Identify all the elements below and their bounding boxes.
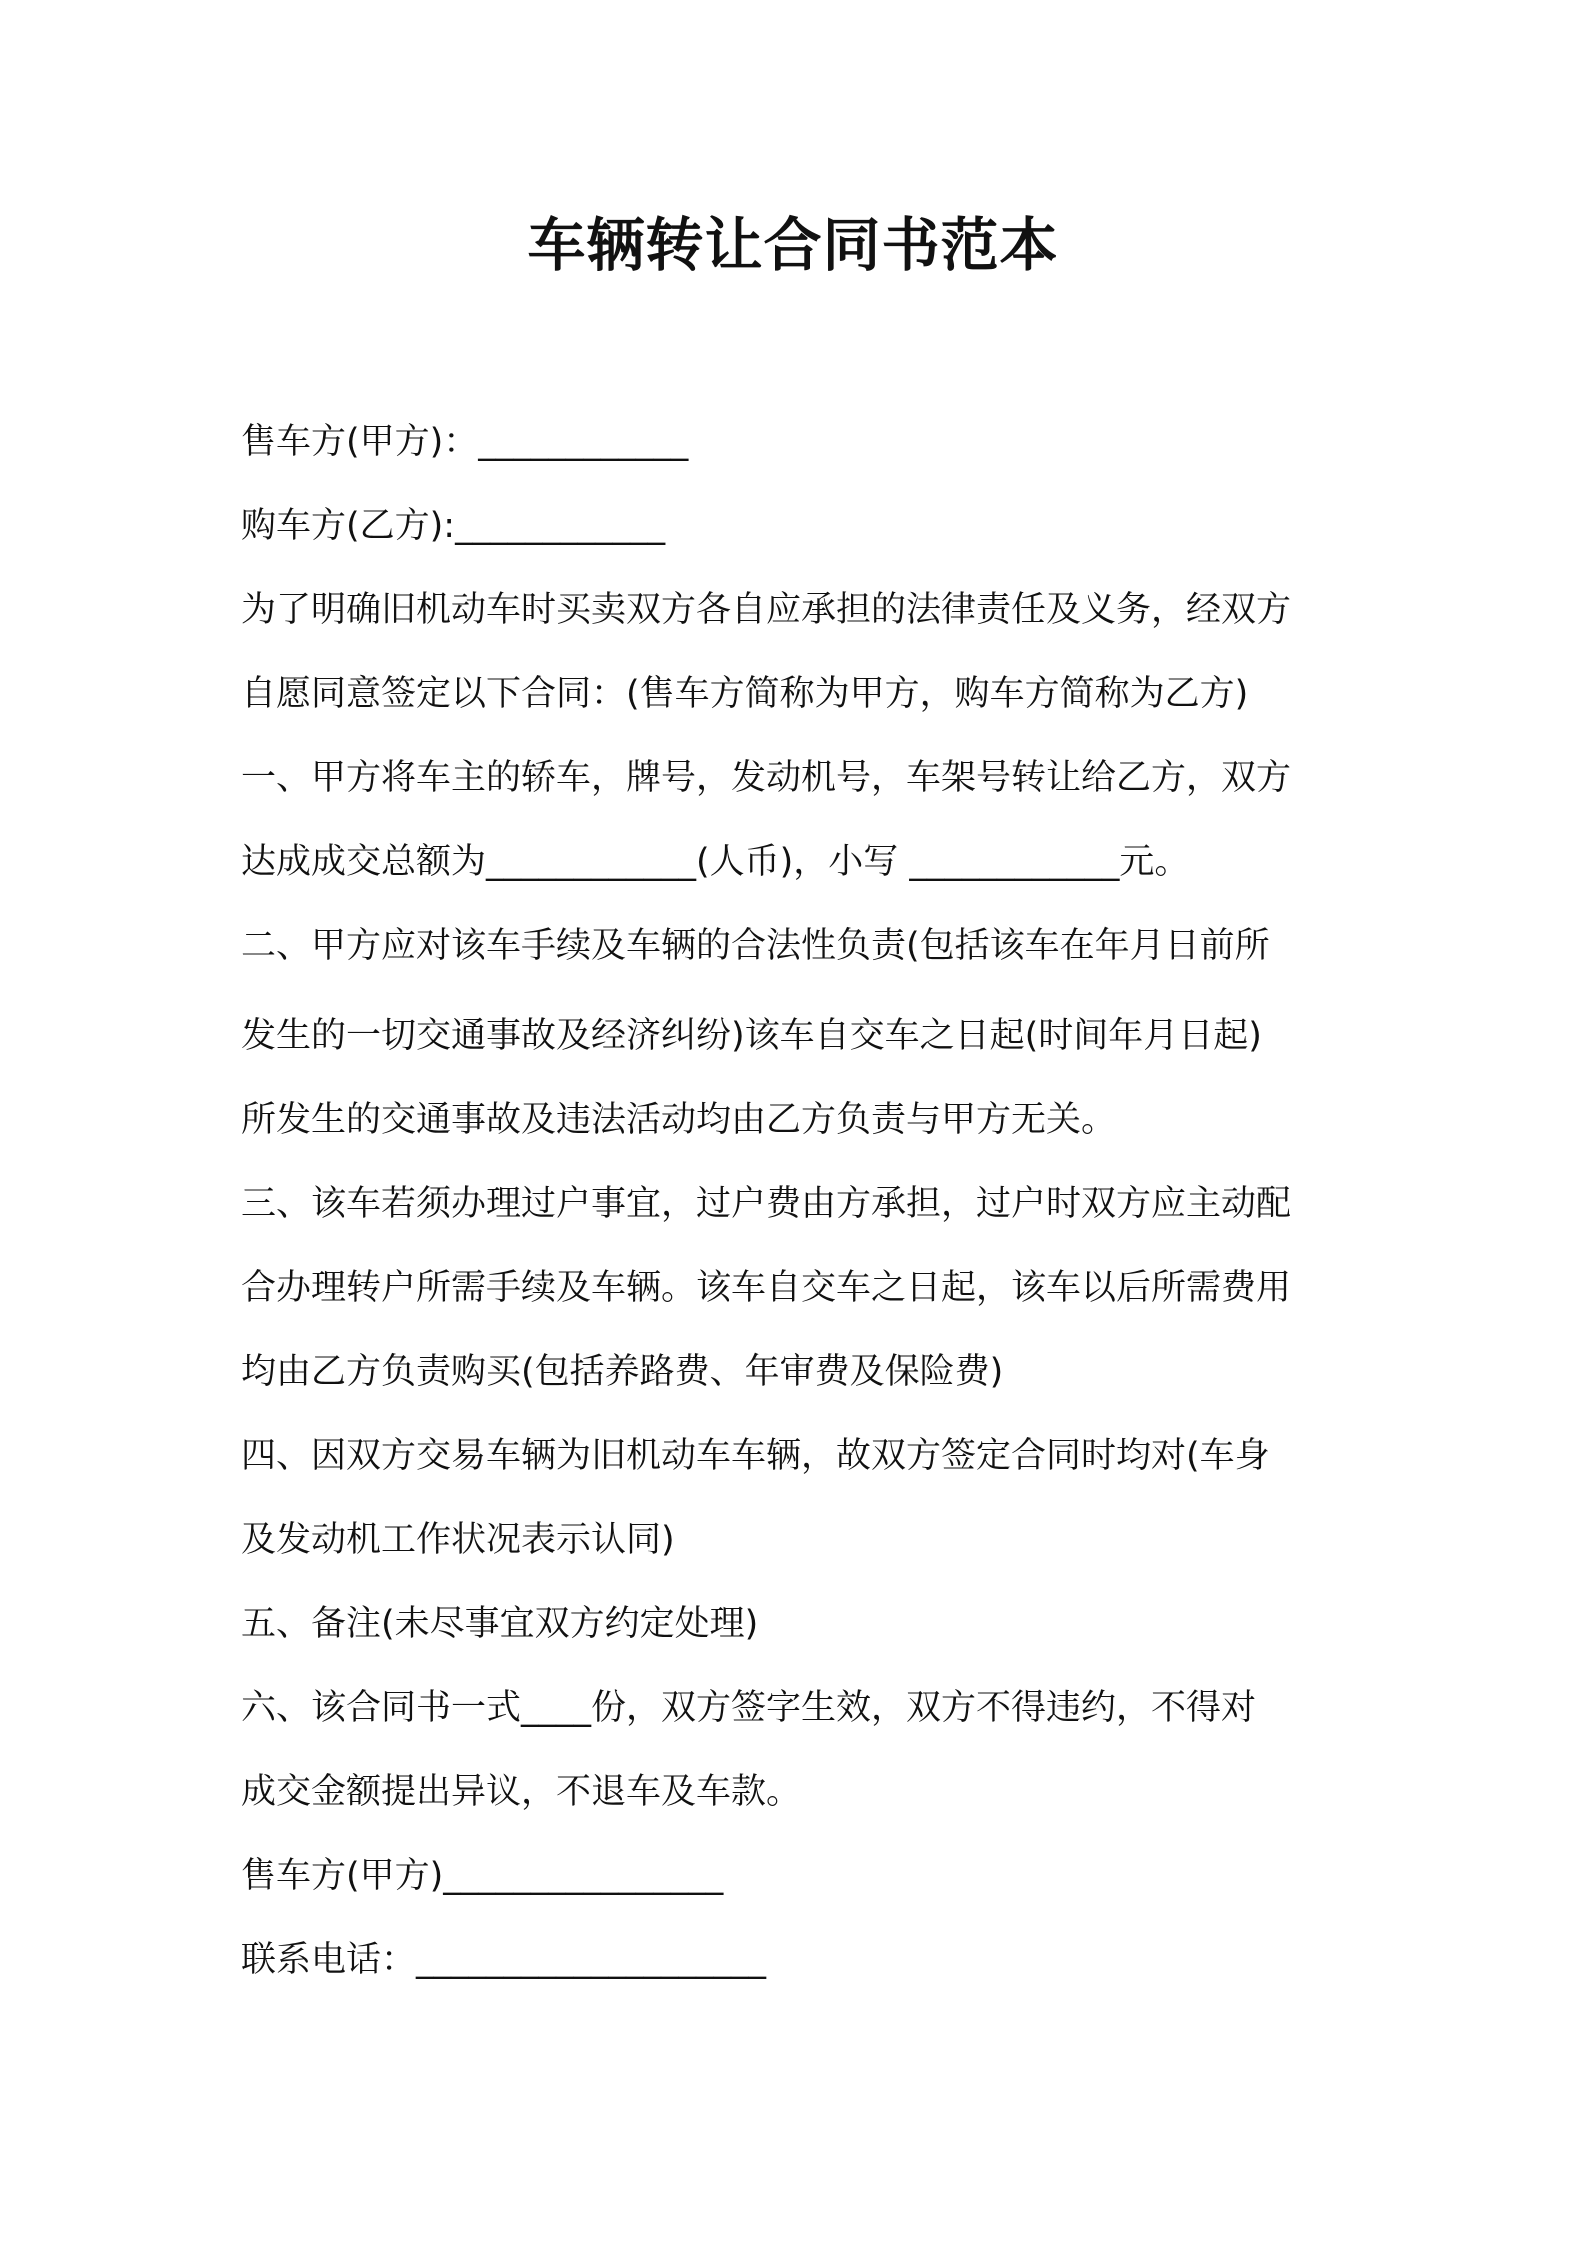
- clause-3-line-2: 合办理转户所需手续及车辆。该车自交车之日起，该车以后所需费用: [241, 1268, 1292, 1308]
- clause-4-line-1: 四、因双方交易车辆为旧机动车车辆，故双方签定合同时均对(车身: [241, 1436, 1270, 1476]
- seller-party-line: 售车方(甲方)：____________: [241, 422, 689, 462]
- contact-phone-line: 联系电话：____________________: [241, 1940, 767, 1980]
- seller-signature-line: 售车方(甲方)________________: [241, 1856, 724, 1896]
- preamble-line-2: 自愿同意签定以下合同：(售车方简称为甲方，购车方简称为乙方): [241, 674, 1249, 714]
- clause-6-line-2: 成交金额提出异议，不退车及车款。: [241, 1772, 802, 1812]
- contract-body: [241, 400, 1361, 2002]
- clause-1-line-1: 一、甲方将车主的轿车，牌号，发动机号，车架号转让给乙方，双方: [241, 758, 1292, 798]
- clause-2-line-1: 二、甲方应对该车手续及车辆的合法性负责(包括该车在年月日前所: [241, 926, 1270, 966]
- clause-1-line-2: 达成成交总额为____________(人币)，小写 ____________元。: [241, 842, 1190, 882]
- clause-6-line-1: 六、该合同书一式____份，双方签字生效，双方不得违约，不得对: [241, 1688, 1257, 1728]
- preamble-line-1: 为了明确旧机动车时买卖双方各自应承担的法律责任及义务，经双方: [241, 590, 1292, 630]
- buyer-party-line: 购车方(乙方):____________: [241, 506, 666, 546]
- clause-3-line-3: 均由乙方负责购买(包括养路费、年审费及保险费): [241, 1352, 1004, 1392]
- document-title: 车辆转让合同书范本: [527, 211, 1059, 279]
- clause-2-line-3: 所发生的交通事故及违法活动均由乙方负责与甲方无关。: [241, 1100, 1117, 1140]
- clause-5-line-1: 五、备注(未尽事宜双方约定处理): [241, 1604, 759, 1644]
- clause-4-line-2: 及发动机工作状况表示认同): [241, 1520, 675, 1560]
- clause-2-line-2: 发生的一切交通事故及经济纠纷)该车自交车之日起(时间年月日起): [241, 1016, 1262, 1056]
- clause-3-line-1: 三、该车若须办理过户事宜，过户费由方承担，过户时双方应主动配: [241, 1184, 1292, 1224]
